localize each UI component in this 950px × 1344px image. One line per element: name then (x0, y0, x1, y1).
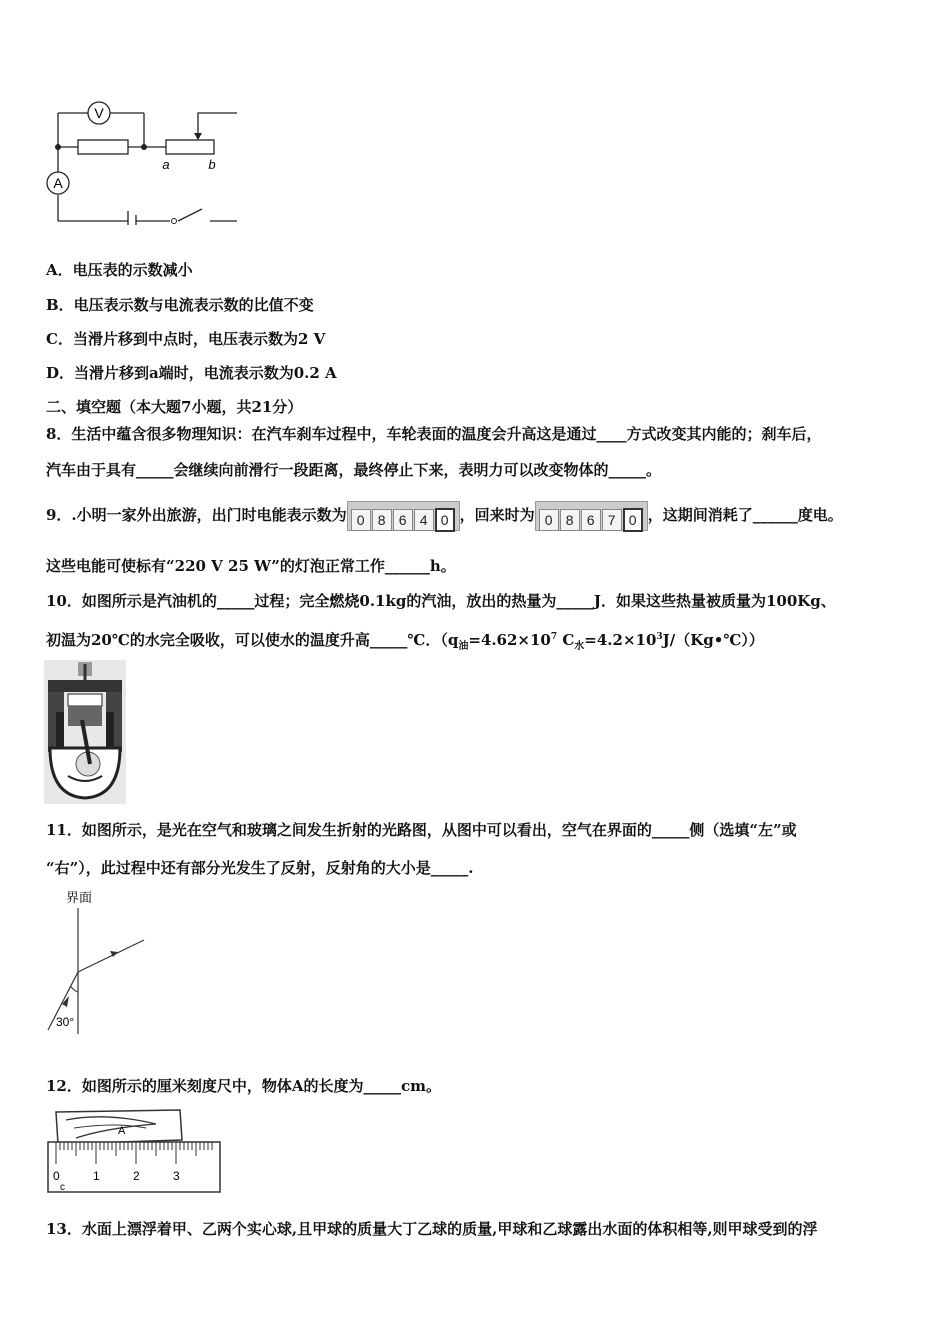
label-a: a (162, 157, 170, 172)
ruler-figure (46, 1106, 222, 1196)
choice-b: B．电压表示数与电流表示数的比值不变 (46, 296, 314, 314)
q8-line1: 8．生活中蕴含很多物理知识：在汽车刹车过程中，车轮表面的温度会升高这是通过____方式改变其内能的；刹车后， (46, 425, 822, 443)
q10-text: J/（Kg•℃）） (662, 631, 764, 649)
q13-line1: 13．水面上漂浮着甲、乙两个实心球,且甲球的质量大丁乙球的质量,甲球和乙球露出水面的体积相等,则甲球受到的浮 (46, 1220, 818, 1238)
meter-end (535, 501, 648, 531)
angle-label: 30° (56, 1015, 75, 1029)
q10-text: =4.2×10 (584, 631, 657, 649)
meter-end-digit: 0 (623, 508, 643, 532)
meter-start-digit: 4 (414, 509, 434, 531)
q10-text: C (557, 631, 575, 649)
meter-end-digit: 8 (560, 509, 580, 531)
q9-line2: 这些电能可使标有“220 V 25 W”的灯泡正常工作______h。 (46, 557, 456, 575)
meter-end-digit: 7 (602, 509, 622, 531)
q10-sup: 7 (550, 632, 558, 642)
tick-label-2: 2 (133, 1169, 140, 1183)
ammeter-label: A (53, 175, 63, 191)
q10-line2 (46, 627, 764, 657)
q9-part1: 9．.小明一家外出旅游，出门时电能表示数为 (46, 506, 347, 524)
label-b: b (208, 157, 216, 172)
q8-line2: 汽车由于具有_____会继续向前滑行一段距离，最终停止下来，表明力可以改变物体的_____。 (46, 461, 662, 479)
meter-start (347, 501, 460, 531)
refraction-figure (40, 886, 155, 1036)
q10-sub: 水 (574, 641, 585, 652)
voltmeter-label: V (94, 105, 104, 121)
q9-line1 (46, 499, 843, 531)
q10-sup: 3 (656, 632, 663, 642)
q9-part3: ，这期间消耗了______度电。 (647, 506, 843, 524)
meter-end-digit: 0 (539, 509, 559, 531)
q11-line1: 11．如图所示，是光在空气和玻璃之间发生折射的光路图，从图中可以看出，空气在界面的_____侧（选填“左”或 (46, 821, 797, 839)
engine-figure (44, 660, 126, 804)
q12-line1: 12．如图所示的厘米刻度尺中，物体A的长度为_____cm。 (46, 1077, 442, 1095)
meter-start-digit: 8 (372, 509, 392, 531)
unit-label: c (60, 1182, 65, 1193)
q10-text: =4.62×10 (468, 631, 551, 649)
q11-line2: “右”），此过程中还有部分光发生了反射，反射角的大小是_____. (46, 859, 474, 877)
choice-c: C．当滑片移到中点时，电压表示数为2 V (46, 330, 326, 348)
q9-part2: ，回来时为 (459, 506, 535, 524)
meter-start-digit: 0 (351, 509, 371, 531)
meter-start-digit: 0 (435, 508, 455, 532)
choice-a: A．电压表的示数减小 (46, 261, 193, 279)
choice-d: D．当滑片移到a端时，电流表示数为0.2 A (46, 364, 337, 382)
circuit-diagram (40, 95, 245, 225)
tick-label-1: 1 (93, 1169, 100, 1183)
section-title: 二、填空题（本大题7小题，共21分） (46, 398, 303, 416)
object-label: A (118, 1125, 126, 1137)
interface-label: 界面 (66, 890, 93, 905)
tick-label-0: 0 (53, 1169, 60, 1183)
meter-start-digit: 6 (393, 509, 413, 531)
tick-label-3: 3 (173, 1169, 180, 1183)
q10-sub: 油 (458, 641, 469, 652)
q10-line1: 10．如图所示是汽油机的_____过程；完全燃烧0.1kg的汽油，放出的热量为_____J．如果这些热量被质量为100Kg、 (46, 592, 836, 610)
q10-text: 初温为20℃的水完全吸收，可以使水的温度升高_____℃．（q (46, 631, 459, 649)
meter-end-digit: 6 (581, 509, 601, 531)
